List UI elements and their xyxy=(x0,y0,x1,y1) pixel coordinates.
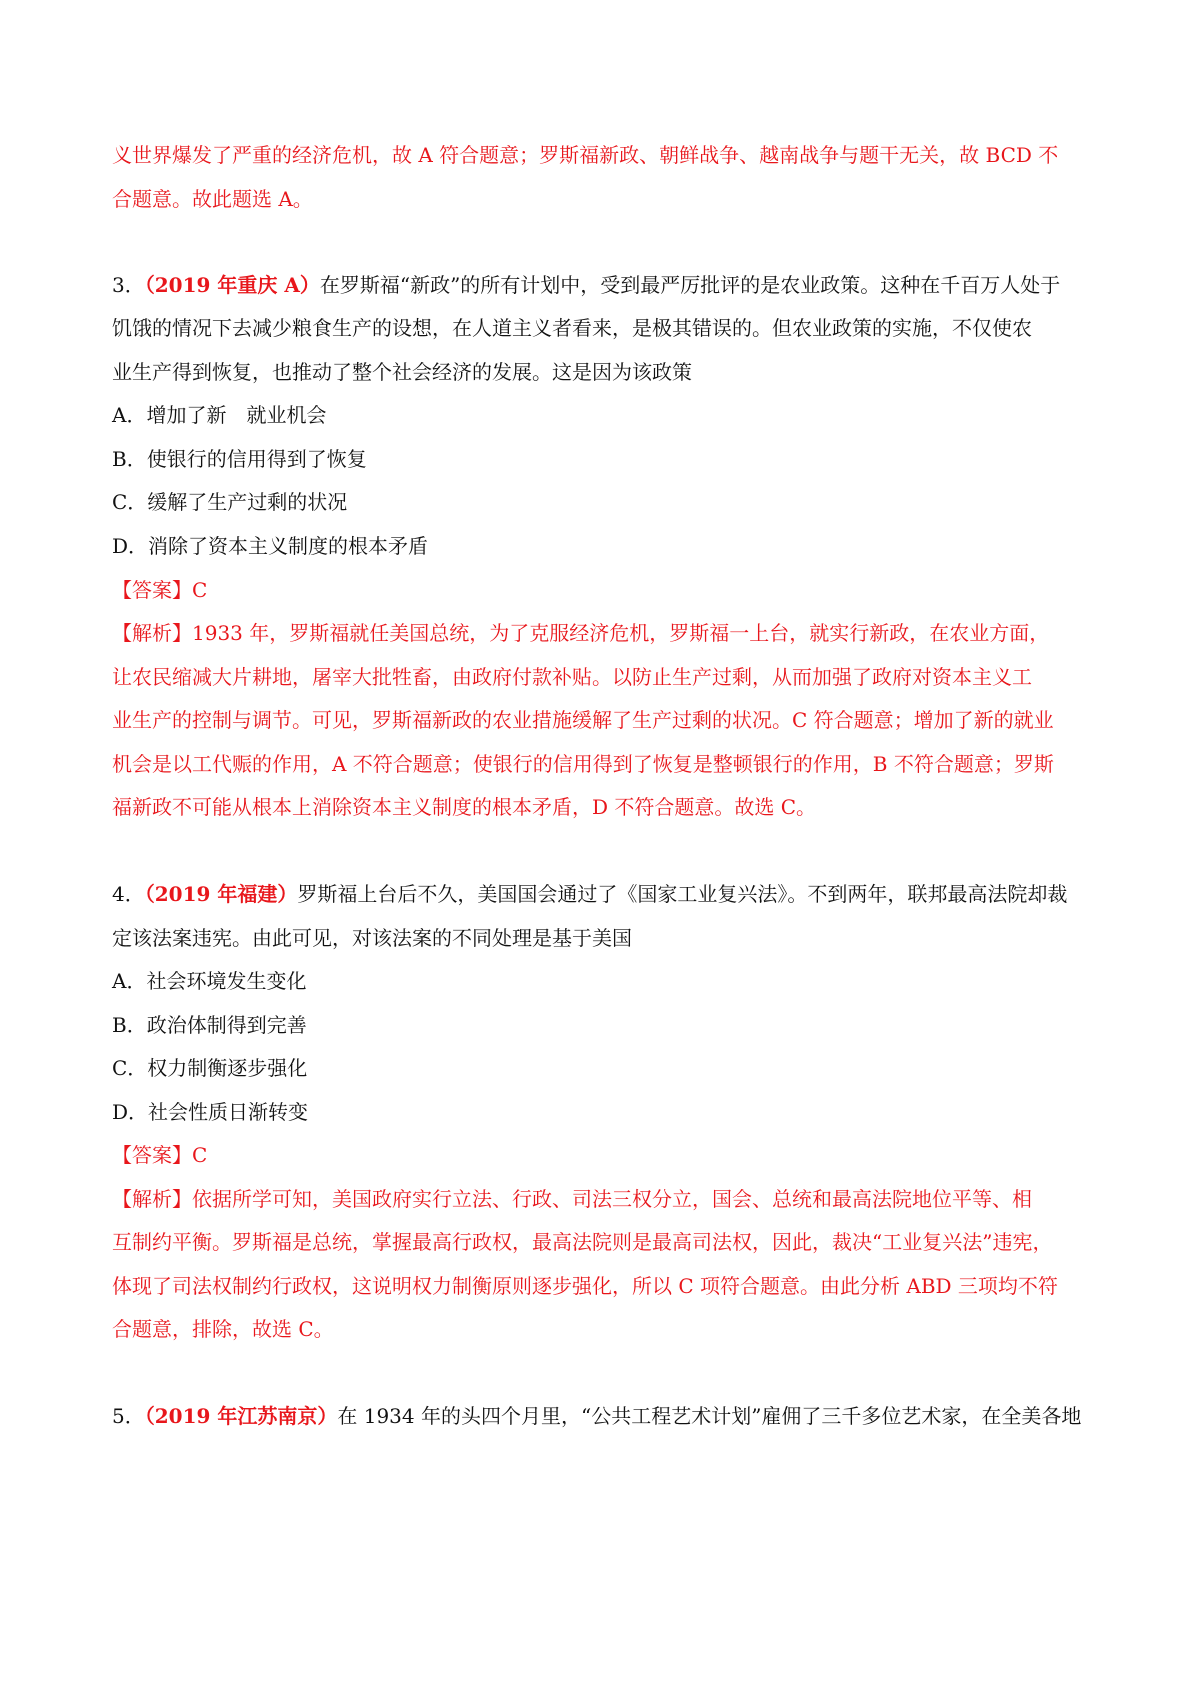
question-3-answer-label: 【答案】 xyxy=(112,578,192,602)
question-4-option-d: D．社会性质日渐转变 xyxy=(112,1100,309,1124)
question-4-answer xyxy=(112,1141,1100,1169)
question-5-stem-line-1 xyxy=(112,1402,1100,1430)
question-4-source: （2019 年福建） xyxy=(144,882,298,906)
question-3-stem-line-3: 业生产得到恢复，也推动了整个社会经济的发展。这是因为该政策 xyxy=(112,360,692,384)
question-3-analysis-line-3: 业生产的控制与调节。可见，罗斯福新政的农业措施缓解了生产过剩的状况。C 符合题意；增加了新的就业 xyxy=(112,708,1054,732)
prev-explanation-line-2: 合题意。故此题选 A。 xyxy=(112,187,313,211)
question-4-answer-value: C xyxy=(192,1143,208,1167)
question-4-analysis-line-4: 合题意，排除，故选 C。 xyxy=(112,1317,334,1341)
question-3-analysis-text-1: 1933 年，罗斯福就任美国总统，为了克服经济危机，罗斯福一上台，就实行新政，在农业方面， xyxy=(192,621,1050,645)
question-3-analysis-line-4: 机会是以工代赈的作用，A 不符合题意；使银行的信用得到了恢复是整顿银行的作用，B 不符合题意；罗斯 xyxy=(112,752,1054,776)
question-3-source: （2019 年重庆 A） xyxy=(144,273,320,297)
question-3-answer-value: C xyxy=(192,578,208,602)
question-3-number: 3． xyxy=(112,273,145,297)
question-4-analysis-label: 【解析】 xyxy=(112,1187,192,1211)
question-4-analysis-line-2: 互制约平衡。罗斯福是总统，掌握最高行政权，最高法院则是最高司法权，因此，裁决“工业复兴法”违宪， xyxy=(112,1230,1053,1254)
question-4-analysis-text-1: 依据所学可知，美国政府实行立法、行政、司法三权分立，国会、总统和最高法院地位平等、相 xyxy=(192,1187,1032,1211)
question-3-analysis-line-5: 福新政不可能从根本上消除资本主义制度的根本矛盾，D 不符合题意。故选 C。 xyxy=(112,795,817,819)
question-5-number: 5． xyxy=(112,1404,145,1428)
question-3-option-a: A．增加了新 就业机会 xyxy=(112,403,327,427)
question-4-analysis-line-3: 体现了司法权制约行政权，这说明权力制衡原则逐步强化，所以 C 项符合题意。由此分析 ABD 三项均不符 xyxy=(112,1274,1058,1298)
question-4-stem-line-1 xyxy=(112,880,1100,908)
question-4-analysis-line-1 xyxy=(112,1185,1100,1213)
question-3-option-b: B．使银行的信用得到了恢复 xyxy=(112,447,367,471)
question-4-answer-label: 【答案】 xyxy=(112,1143,192,1167)
question-3-analysis-line-1 xyxy=(112,619,1100,647)
question-4-stem-line-2: 定该法案违宪。由此可见，对该法案的不同处理是基于美国 xyxy=(112,926,632,950)
question-4-option-a: A．社会环境发生变化 xyxy=(112,969,307,993)
question-4-option-c: C．权力制衡逐步强化 xyxy=(112,1056,308,1080)
question-3-stem-text-1: 在罗斯福“新政”的所有计划中，受到最严厉批评的是农业政策。这种在千百万人处于 xyxy=(319,273,1061,297)
question-3-stem-line-2: 饥饿的情况下去减少粮食生产的设想，在人道主义者看来，是极其错误的。但农业政策的实施，不仅使农 xyxy=(112,316,1032,340)
question-5-stem-text-1: 在 1934 年的头四个月里，“公共工程艺术计划”雇佣了三千多位艺术家，在全美各地 xyxy=(337,1404,1082,1428)
question-3-option-d: D．消除了资本主义制度的根本矛盾 xyxy=(112,534,429,558)
question-3-analysis-label: 【解析】 xyxy=(112,621,192,645)
question-4-number: 4． xyxy=(112,882,145,906)
question-3-answer xyxy=(112,576,1100,604)
question-3-option-c: C．缓解了生产过剩的状况 xyxy=(112,490,348,514)
question-4-option-b: B．政治体制得到完善 xyxy=(112,1013,307,1037)
question-3-stem-line-1 xyxy=(112,271,1100,299)
question-5-source: （2019 年江苏南京） xyxy=(144,1404,338,1428)
question-3-analysis-line-2: 让农民缩减大片耕地，屠宰大批牲畜，由政府付款补贴。以防止生产过剩，从而加强了政府对资本主义工 xyxy=(112,665,1032,689)
prev-explanation-line-1: 义世界爆发了严重的经济危机，故 A 符合题意；罗斯福新政、朝鲜战争、越南战争与题干无关，故 BCD 不 xyxy=(112,143,1059,167)
question-4-stem-text-1: 罗斯福上台后不久，美国国会通过了《国家工业复兴法》。不到两年，联邦最高法院却裁 xyxy=(297,882,1068,906)
